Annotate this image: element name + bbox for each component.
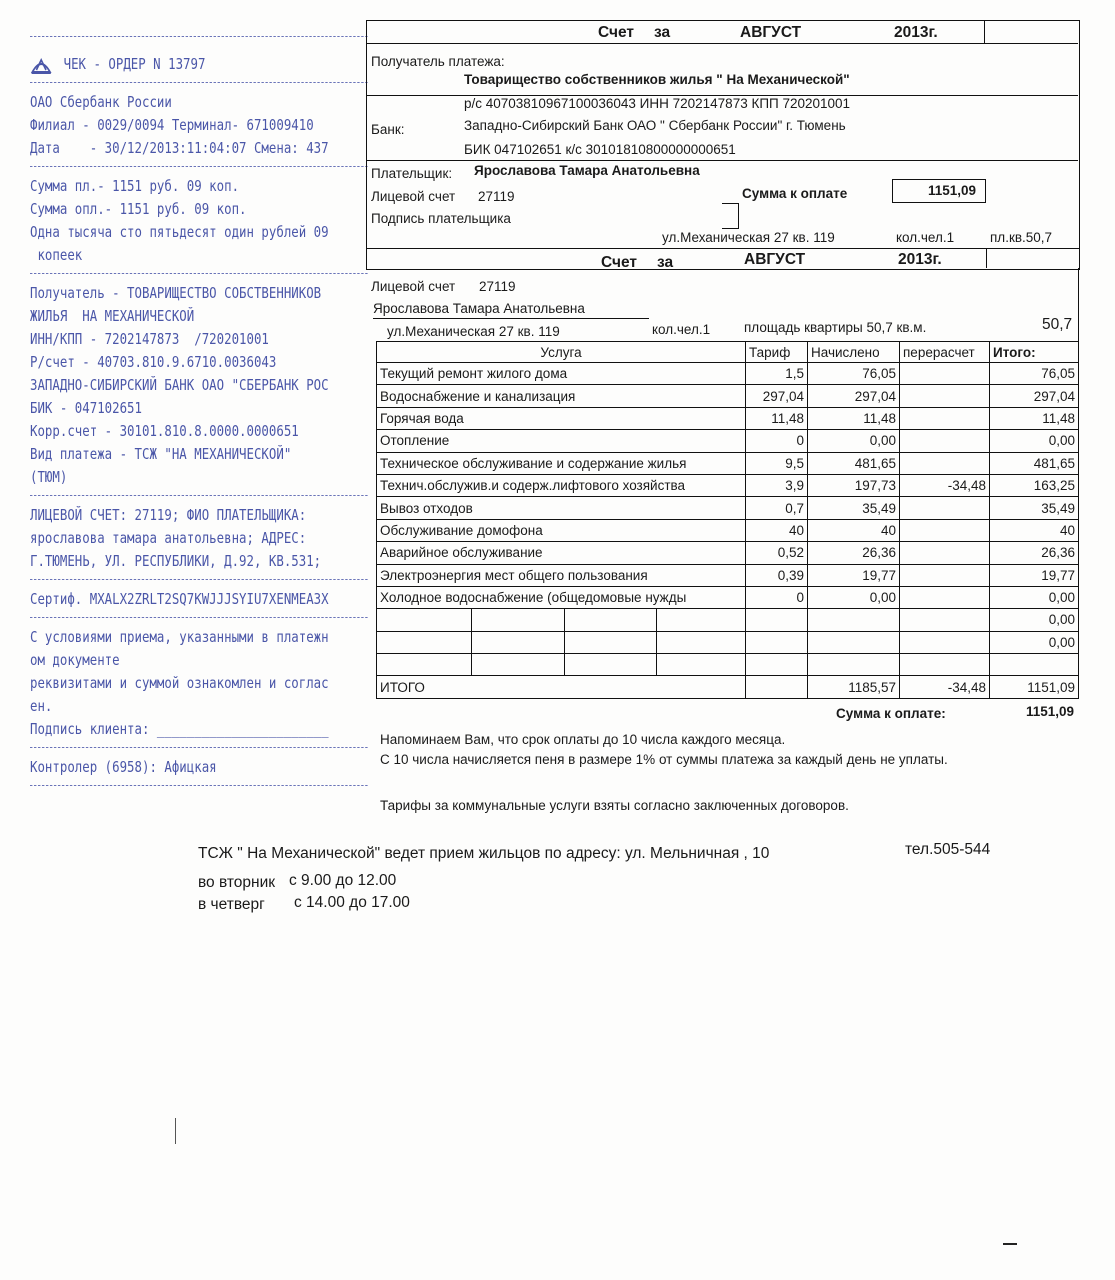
receipt-line: Корр.счет - 30101.810.8.0000.0000651: [30, 422, 299, 440]
itogo-label: ИТОГО: [377, 676, 746, 698]
tariff-cell: 0,52: [746, 542, 808, 564]
recalc-cell: [900, 452, 990, 474]
account-line: р/с 40703810967100036043 ИНН 7202147873 КПП 720201001: [464, 96, 851, 111]
charged-cell: [808, 654, 900, 676]
itogo-tariff: [746, 676, 808, 698]
certificate: Сертиф. MXALX2ZRLT2SQ7KWJJJSYIU7XENMEA3X: [30, 590, 329, 608]
receipt-line: ен.: [30, 697, 53, 715]
recipient-block: [30, 282, 368, 489]
service-name-empty: [377, 654, 472, 676]
service-name-empty: [472, 631, 565, 653]
recalc-cell: [900, 609, 990, 631]
recalc-cell: [900, 407, 990, 429]
separator: [30, 495, 368, 496]
tariff-cell: 0: [746, 430, 808, 452]
receipt-line: Получатель - ТОВАРИЩЕСТВО СОБСТВЕННИКОВ: [30, 284, 322, 302]
bank-label: Банк:: [371, 122, 405, 137]
total-cell: 26,36: [990, 542, 1079, 564]
recalc-cell: [900, 430, 990, 452]
table-row: [377, 564, 1079, 586]
second-title-frame: [366, 248, 1080, 270]
invoice-title-schet: Счет: [598, 24, 634, 41]
charged-cell: [808, 609, 900, 631]
recalc-cell: [900, 363, 990, 385]
table-row: [377, 497, 1079, 519]
hours-tuesday-day: во вторник: [198, 874, 276, 891]
itogo-charged: 1185,57: [808, 676, 900, 698]
separator: [30, 166, 368, 167]
recalc-cell: [900, 497, 990, 519]
second-ls-label: Лицевой счет: [371, 279, 456, 294]
total-cell: 76,05: [990, 363, 1079, 385]
receipt-line: ярославова тамара анатольевна; АДРЕС:: [30, 529, 307, 547]
recipient-name: Товарищество собственников жилья " На Механической": [464, 72, 850, 87]
service-name: Водоснабжение и канализация: [377, 385, 746, 407]
total-cell: 0,00: [990, 609, 1079, 631]
second-title-schet: Счет: [601, 254, 637, 271]
receipt-line: Вид платежа - ТСЖ "НА МЕХАНИЧЕСКОЙ": [30, 445, 292, 463]
total-cell: 297,04: [990, 385, 1079, 407]
title-cell-divider: [984, 20, 985, 43]
receipt-line: БИК - 047102651: [30, 399, 142, 417]
receipt-line: копеек: [30, 246, 83, 264]
sberbank-logo-icon: [30, 54, 52, 76]
charged-cell: 11,48: [808, 407, 900, 429]
receipt-line: ЛИЦЕВОЙ СЧЕТ: 27119; ФИО ПЛАТЕЛЬЩИКА:: [30, 506, 307, 524]
header-tariff: Тариф: [746, 342, 808, 363]
tariff-cell: 3,9: [746, 474, 808, 496]
receipt-line: ЗАПАДНО-СИБИРСКИЙ БАНК ОАО "СБЕРБАНК РОС: [30, 376, 329, 394]
service-name-empty: [565, 631, 657, 653]
sum-block: [30, 175, 368, 267]
recalc-cell: [900, 654, 990, 676]
table-header-row: [377, 342, 1079, 363]
service-name: Аварийное обслуживание: [377, 542, 746, 564]
service-name-empty: [565, 609, 657, 631]
recalc-cell: [900, 586, 990, 608]
note-tariffs: Тарифы за коммунальные услуги взяты согласно заключенных договоров.: [380, 798, 849, 813]
total-cell: 40: [990, 519, 1079, 541]
tariff-cell: [746, 654, 808, 676]
separator: [30, 617, 368, 618]
conditions-block: [30, 626, 368, 741]
second-title-za: за: [657, 254, 674, 271]
charged-cell: [808, 631, 900, 653]
service-name: Технич.обслужив.и содерж.лифтового хозяйства: [377, 474, 746, 496]
table-row: [377, 452, 1079, 474]
second-title-year: 2013г.: [898, 251, 942, 268]
receipt-title: ЧЕК - ОРДЕР N 13797: [63, 55, 206, 73]
payer-label: Плательщик:: [371, 166, 453, 181]
sum-value: 1151,09: [928, 183, 977, 198]
separator: [30, 785, 368, 786]
separator: [30, 747, 368, 748]
recalc-cell: [900, 542, 990, 564]
second-payer-name: Ярославова Тамара Анатольевна: [373, 301, 585, 316]
table-row: [377, 542, 1079, 564]
itogo-total: 1151,09: [990, 676, 1079, 698]
receipt-line: реквизитами и суммой ознакомлен и соглас: [30, 674, 329, 692]
receipt-line: ом документе: [30, 651, 120, 669]
receipt-line: Подпись клиента: _______________________: [30, 720, 329, 738]
separator: [30, 579, 368, 580]
charged-cell: 0,00: [808, 586, 900, 608]
note-penalty: С 10 числа начисляется пеня в размере 1% от суммы платежа за каждый день не уплаты.: [380, 752, 948, 767]
second-area-value: 50,7: [1042, 316, 1073, 333]
tariff-cell: [746, 609, 808, 631]
tariff-cell: 11,48: [746, 407, 808, 429]
hours-thursday-time: с 14.00 до 17.00: [294, 894, 410, 911]
service-name: Отопление: [377, 430, 746, 452]
service-name-empty: [657, 609, 746, 631]
header-charged: Начислено: [808, 342, 900, 363]
payer-divider: [366, 160, 1078, 161]
pay-total-value: 1151,09: [1026, 704, 1075, 719]
tariff-cell: 0: [746, 586, 808, 608]
pay-total-label: Сумма к оплате:: [836, 706, 946, 721]
table-row: [377, 363, 1079, 385]
table-row: [377, 385, 1079, 407]
recipient-label: Получатель платежа:: [371, 54, 505, 69]
service-name-empty: [472, 609, 565, 631]
service-name-empty: [657, 631, 746, 653]
tariff-cell: 297,04: [746, 385, 808, 407]
hours-thursday-day: в четверг: [198, 896, 265, 913]
hours-tuesday-time: с 9.00 до 12.00: [289, 872, 397, 889]
itogo-recalc: -34,48: [900, 676, 990, 698]
second-right-border: [1078, 268, 1079, 341]
table-row: [377, 407, 1079, 429]
receipt-line: ЖИЛЬЯ НА МЕХАНИЧЕСКОЙ: [30, 307, 195, 325]
note-deadline: Напоминаем Вам, что срок оплаты до 10 числа каждого месяца.: [380, 732, 786, 747]
invoice-title-month: АВГУСТ: [740, 24, 802, 41]
recalc-cell: [900, 564, 990, 586]
bank-block: [30, 91, 368, 160]
charged-cell: 40: [808, 519, 900, 541]
payer-underline: [373, 318, 649, 319]
service-name: Текущий ремонт жилого дома: [377, 363, 746, 385]
sum-label: Сумма к оплате: [742, 186, 848, 201]
receipt-line: Одна тысяча сто пятьдесят один рублей 09: [30, 223, 329, 241]
service-name: Вывоз отходов: [377, 497, 746, 519]
second-ls-value: 27119: [479, 279, 516, 294]
table-row: [377, 631, 1079, 653]
charged-cell: 76,05: [808, 363, 900, 385]
total-cell: 0,00: [990, 631, 1079, 653]
payer-block: [30, 504, 368, 573]
table-row: [377, 586, 1079, 608]
service-name-empty: [565, 654, 657, 676]
receipt-line: Филиал - 0029/0094 Терминал- 671009410: [30, 116, 314, 134]
top-area: пл.кв.50,7: [990, 230, 1053, 245]
top-address: ул.Механическая 27 кв. 119: [662, 230, 835, 245]
tariff-cell: 9,5: [746, 452, 808, 474]
recalc-cell: [900, 519, 990, 541]
table-row: [377, 609, 1079, 631]
sign-label: Подпись плательщика: [371, 211, 511, 226]
charged-cell: 26,36: [808, 542, 900, 564]
tariff-cell: 40: [746, 519, 808, 541]
receipt-line: ИНН/КПП - 7202147873 /720201001: [30, 330, 269, 348]
title-row-underline: [366, 43, 1078, 44]
receipt-header: [30, 53, 368, 76]
receipt-line: Сумма опл.- 1151 руб. 09 коп.: [30, 200, 247, 218]
table-row: [377, 430, 1079, 452]
second-area-label: площадь квартиры 50,7 кв.м.: [744, 320, 927, 335]
charged-cell: 297,04: [808, 385, 900, 407]
ls-label: Лицевой счет: [371, 189, 456, 204]
total-cell: 35,49: [990, 497, 1079, 519]
reception-phone: тел.505-544: [905, 841, 991, 858]
sberbank-receipt: [30, 30, 368, 810]
tariff-cell: 0,39: [746, 564, 808, 586]
second-title-divider: [986, 248, 987, 268]
total-cell: 19,77: [990, 564, 1079, 586]
recalc-cell: [900, 631, 990, 653]
payer-name: Ярославова Тамара Анатольевна: [474, 163, 700, 178]
total-cell: 0,00: [990, 430, 1079, 452]
service-name: Обслуживание домофона: [377, 519, 746, 541]
receipt-line: ОАО Сбербанк России: [30, 93, 172, 111]
receipt-line: С условиями приема, указанными в платежн: [30, 628, 329, 646]
scan-mark: [1003, 1243, 1017, 1245]
reception-address: ТСЖ " На Механической" ведет прием жильцов по адресу: ул. Мельничная , 10: [198, 845, 770, 862]
service-name: Электроэнергия мест общего пользования: [377, 564, 746, 586]
receipt-line: Г.ТЮМЕНЬ, УЛ. РЕСПУБЛИКИ, Д.92, КВ.531;: [30, 552, 322, 570]
top-residents: кол.чел.1: [896, 230, 955, 245]
total-cell: [990, 654, 1079, 676]
tariff-cell: [746, 631, 808, 653]
service-name-empty: [657, 654, 746, 676]
header-service: Услуга: [377, 342, 746, 363]
table-row: [377, 474, 1079, 496]
charged-cell: 197,73: [808, 474, 900, 496]
receipt-line: Р/счет - 40703.810.9.6710.0036043: [30, 353, 277, 371]
service-name: Горячая вода: [377, 407, 746, 429]
charged-cell: 0,00: [808, 430, 900, 452]
services-table: [376, 341, 1079, 699]
total-cell: 481,65: [990, 452, 1079, 474]
service-name: Техническое обслуживание и содержание жилья: [377, 452, 746, 474]
charged-cell: 481,65: [808, 452, 900, 474]
invoice-title-za: за: [654, 24, 671, 41]
service-name: Холодное водоснабжение (общедомовые нужды: [377, 586, 746, 608]
ls-value: 27119: [478, 189, 515, 204]
header-recalc: перерасчет: [900, 342, 990, 363]
itogo-row: [377, 676, 1079, 698]
second-residents: кол.чел.1: [652, 322, 711, 337]
bank-name: Западно-Сибирский Банк ОАО " Сбербанк России" г. Тюмень: [464, 118, 846, 133]
second-address: ул.Механическая 27 кв. 119: [387, 324, 560, 339]
scan-mark: [175, 1118, 176, 1144]
service-name-empty: [377, 631, 472, 653]
service-name-empty: [472, 654, 565, 676]
bik-line: БИК 047102651 к/с 30101810800000000651: [464, 142, 736, 157]
second-title-month: АВГУСТ: [744, 251, 806, 268]
table-row: [377, 654, 1079, 676]
tariff-cell: 0,7: [746, 497, 808, 519]
table-row: [377, 519, 1079, 541]
tariff-cell: 1,5: [746, 363, 808, 385]
separator: [30, 82, 368, 83]
receipt-line: Сумма пл.- 1151 руб. 09 коп.: [30, 177, 240, 195]
invoice-title-year: 2013г.: [894, 24, 938, 41]
recalc-cell: [900, 385, 990, 407]
separator: [30, 36, 368, 37]
controller: Контролер (6958): Афицкая: [30, 758, 217, 776]
receipt-line: (ТЮМ): [30, 468, 68, 486]
recalc-cell: -34,48: [900, 474, 990, 496]
total-cell: 11,48: [990, 407, 1079, 429]
separator: [30, 273, 368, 274]
charged-cell: 35,49: [808, 497, 900, 519]
service-name-empty: [377, 609, 472, 631]
receipt-line: Дата - 30/12/2013:11:04:07 Смена: 437: [30, 139, 329, 157]
charged-cell: 19,77: [808, 564, 900, 586]
sign-bracket: [722, 203, 739, 229]
total-cell: 0,00: [990, 586, 1079, 608]
total-cell: 163,25: [990, 474, 1079, 496]
header-total: Итого:: [990, 342, 1079, 363]
